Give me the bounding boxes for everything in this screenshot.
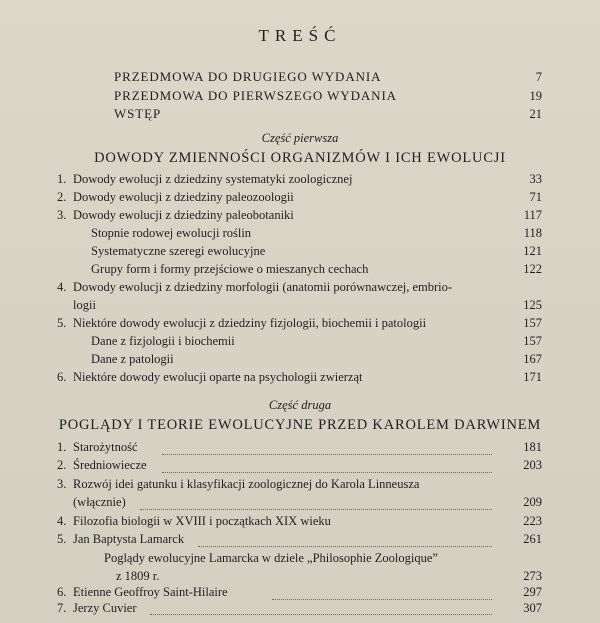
part-heading: Część pierwsza — [261, 131, 339, 145]
toc-entry-number: 2. — [57, 458, 67, 472]
part-heading: Część druga — [268, 398, 332, 412]
toc-entry-label: Dowody ewolucji z dziedziny paleobotaniki — [73, 208, 294, 222]
toc-entry-label: PRZEDMOWA DO DRUGIEGO WYDANIA — [114, 69, 382, 84]
toc-entry-number: 4. — [57, 514, 67, 528]
toc-entry-page: 209 — [523, 495, 542, 509]
toc-entry-number: 5. — [57, 532, 67, 546]
toc-entry-page: 297 — [523, 585, 542, 599]
toc-entry-number: 4. — [57, 280, 67, 294]
toc-entry-number: 3. — [57, 477, 67, 491]
toc-subentry-label-continued: z 1809 r. — [116, 569, 160, 583]
toc-entry-label: WSTĘP — [114, 106, 162, 121]
toc-entry-page: 7 — [535, 70, 542, 84]
toc-entry-number: 6. — [57, 585, 67, 599]
dot-leader — [162, 472, 492, 473]
toc-subentry-label: Systematyczne szeregi ewolucyjne — [91, 244, 266, 258]
toc-entry-number: 1. — [57, 172, 67, 186]
toc-entry-page: 71 — [529, 190, 542, 204]
toc-entry-number: 6. — [57, 370, 67, 384]
toc-entry-number: 7. — [57, 601, 67, 615]
toc-subentry-label: Dane z patologii — [91, 352, 174, 366]
toc-entry-page: 171 — [523, 370, 542, 384]
toc-entry-page: 157 — [523, 334, 542, 348]
toc-subentry-label: Stopnie rodowej ewolucji roślin — [91, 226, 252, 240]
toc-entry-label: Jan Baptysta Lamarck — [73, 532, 185, 546]
toc-entry-label: Rozwój idei gatunku i klasyfikacji zoologicznej do Karola Linneusza — [73, 477, 420, 491]
toc-entry-page: 307 — [523, 601, 542, 615]
toc-subentry-label: Grupy form i formy przejściowe o mieszanych cechach — [91, 262, 369, 276]
dot-leader — [198, 546, 492, 547]
toc-entry-page: 261 — [523, 532, 542, 546]
toc-entry-page: 19 — [529, 89, 542, 103]
toc-entry-page: 125 — [523, 298, 542, 312]
toc-entry-page: 117 — [523, 208, 542, 222]
toc-entry-label-continued: logii — [73, 298, 96, 312]
toc-entry-label: Etienne Geoffroy Saint-Hilaire — [73, 585, 228, 599]
toc-entry-label: Filozofia biologii w XVIII i początkach XIX wieku — [73, 514, 331, 528]
toc-entry-page: 33 — [529, 172, 542, 186]
dot-leader — [150, 614, 492, 615]
toc-entry-page: 273 — [523, 569, 542, 583]
toc-entry-page: 167 — [523, 352, 542, 366]
toc-entry-label: Dowody ewolucji z dziedziny morfologii (anatomii porównawczej, embrio- — [73, 280, 453, 294]
toc-entry-number: 2. — [57, 190, 67, 204]
toc-entry-label: Dowody ewolucji z dziedziny paleozoologii — [73, 190, 294, 204]
toc-entry-label: Niektóre dowody ewolucji z dziedziny fizjologii, biochemii i patologii — [73, 316, 427, 330]
section-title: POGLĄDY I TEORIE EWOLUCYJNE PRZED KAROLEM DARWINEM — [58, 417, 542, 433]
toc-entry-label: Średniowiecze — [73, 458, 147, 472]
toc-entry-label: Starożytność — [73, 440, 138, 454]
toc-entry-number: 3. — [57, 208, 67, 222]
toc-entry-page: 157 — [523, 316, 542, 330]
dot-leader — [140, 509, 492, 510]
dot-leader — [272, 599, 492, 600]
toc-entry-number: 5. — [57, 316, 67, 330]
toc-entry-label-continued: (włącznie) — [73, 495, 126, 509]
toc-subentry-label: Poglądy ewolucyjne Lamarcka w dziele „Philosophie Zoologique” — [104, 551, 438, 565]
toc-entry-page: 118 — [523, 226, 542, 240]
toc-entry-page: 203 — [523, 458, 542, 472]
toc-subentry-label: Dane z fizjologii i biochemii — [91, 334, 235, 348]
toc-entry-page: 181 — [523, 440, 542, 454]
dot-leader — [162, 454, 492, 455]
toc-title: TREŚĆ — [258, 26, 342, 45]
toc-entry-label: Niektóre dowody ewolucji oparte na psychologii zwierząt — [73, 370, 363, 384]
toc-entry-label: Jerzy Cuvier — [73, 601, 137, 615]
section-title: DOWODY ZMIENNOŚCI ORGANIZMÓW I ICH EWOLUCJI — [94, 150, 506, 166]
toc-entry-page: 121 — [523, 244, 542, 258]
toc-entry-number: 1. — [57, 440, 67, 454]
toc-entry-page: 21 — [529, 107, 542, 121]
toc-entry-page: 122 — [523, 262, 542, 276]
toc-entry-label: PRZEDMOWA DO PIERWSZEGO WYDANIA — [114, 88, 397, 103]
toc-entry-page: 223 — [523, 514, 542, 528]
toc-entry-label: Dowody ewolucji z dziedziny systematyki zoologicznej — [73, 172, 353, 186]
